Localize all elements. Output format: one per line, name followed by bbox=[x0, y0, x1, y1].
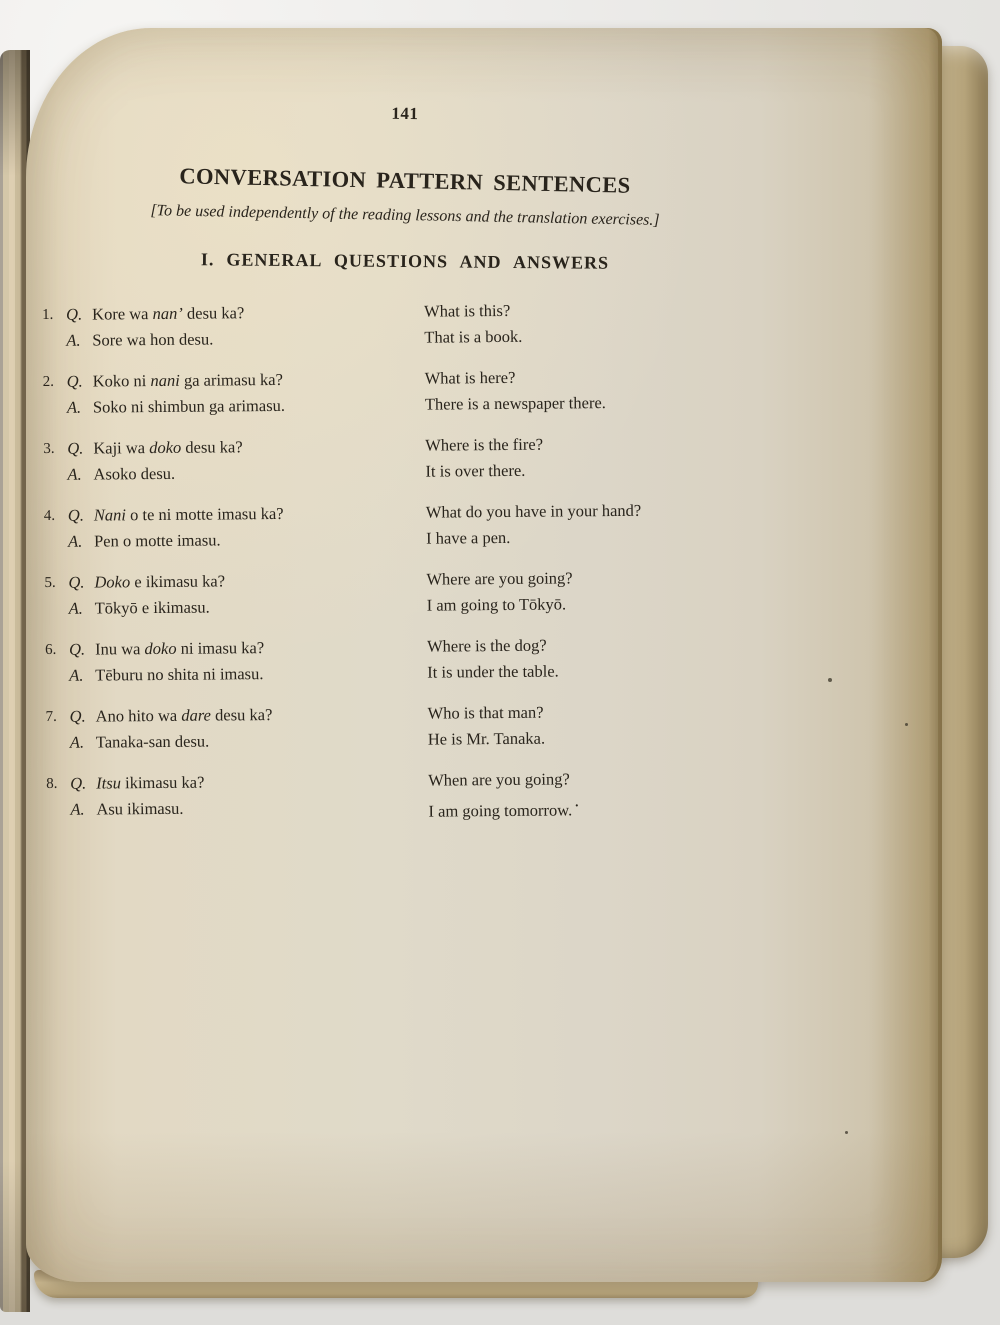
jp-text: Inu wa bbox=[94, 639, 145, 659]
answer-line bbox=[44, 523, 750, 555]
question-english: Where are you going? bbox=[426, 568, 573, 589]
jp-italic-word: Nani bbox=[93, 505, 127, 525]
answer-line bbox=[45, 590, 751, 622]
question-label: Q. bbox=[67, 438, 84, 458]
section-title: GENERAL QUESTIONS AND ANSWERS bbox=[226, 249, 610, 273]
answer-english: I have a pen. bbox=[425, 527, 511, 548]
answer-english: I am going to Tōkyō. bbox=[426, 594, 567, 615]
qa-pair bbox=[45, 631, 751, 689]
qa-list bbox=[42, 296, 753, 843]
question-label: Q. bbox=[68, 639, 86, 659]
question-japanese bbox=[94, 567, 426, 596]
footnote-mark: • bbox=[575, 800, 579, 811]
jp-italic-word: doko bbox=[144, 638, 177, 659]
answer-line bbox=[46, 791, 752, 828]
section-heading bbox=[56, 248, 754, 275]
jp-text: o te ni motte imasu ka? bbox=[125, 503, 284, 525]
question-english: What do you have in your hand? bbox=[425, 500, 642, 522]
jp-text: ni imasu ka? bbox=[176, 638, 265, 658]
answer-line bbox=[43, 456, 749, 488]
question-english: Where is the dog? bbox=[426, 635, 547, 656]
qa-pair bbox=[46, 765, 752, 828]
page-number: 141 bbox=[391, 103, 419, 124]
question-japanese bbox=[96, 768, 428, 797]
question-label: Q. bbox=[69, 706, 86, 726]
jp-italic-word: dare bbox=[181, 705, 212, 725]
dust-speck bbox=[828, 678, 832, 682]
qa-pair bbox=[42, 296, 748, 354]
answer-label: A. bbox=[66, 397, 82, 417]
question-label: Q. bbox=[66, 304, 83, 324]
question-english: What is this? bbox=[424, 300, 511, 321]
answer-label: A. bbox=[68, 531, 83, 551]
answer-line bbox=[46, 724, 752, 756]
answer-label: A. bbox=[67, 464, 82, 484]
answer-japanese: Tōkyō e ikimasu. bbox=[94, 597, 210, 618]
dust-speck bbox=[845, 1131, 848, 1134]
question-english: When are you going? bbox=[428, 769, 570, 790]
jp-italic-word: doko bbox=[149, 437, 182, 458]
answer-japanese: Tēburu no shita ni imasu. bbox=[95, 664, 264, 685]
jp-italic-word: nan’ bbox=[152, 303, 183, 324]
section-numeral: I. bbox=[200, 249, 215, 270]
item-number: 7. bbox=[45, 708, 57, 725]
question-english: Who is that man? bbox=[427, 702, 544, 723]
qa-pair bbox=[44, 564, 750, 622]
qa-pair bbox=[46, 698, 752, 756]
answer-english: There is a newspaper there. bbox=[424, 393, 606, 414]
answer-english: It is under the table. bbox=[427, 661, 559, 682]
item-number: 1. bbox=[42, 306, 54, 323]
jp-text: Kore wa bbox=[92, 304, 153, 324]
item-number: 4. bbox=[43, 507, 56, 524]
question-japanese bbox=[93, 433, 425, 462]
answer-line bbox=[43, 389, 749, 421]
qa-pair bbox=[43, 430, 749, 488]
question-japanese bbox=[95, 634, 427, 663]
question-english: What is here? bbox=[424, 367, 516, 388]
jp-text: ga arimasu ka? bbox=[179, 369, 283, 390]
answer-japanese: Asu ikimasu. bbox=[96, 798, 184, 819]
question-japanese bbox=[96, 701, 428, 730]
answer-japanese: Sore wa hon desu. bbox=[92, 329, 214, 350]
item-number: 3. bbox=[43, 440, 55, 457]
answer-english bbox=[428, 791, 752, 825]
jp-italic-word: Itsu bbox=[96, 773, 122, 793]
answer-english: He is Mr. Tanaka. bbox=[427, 728, 546, 749]
question-english: Where is the fire? bbox=[425, 434, 544, 455]
book-page bbox=[26, 28, 942, 1282]
question-label: Q. bbox=[67, 505, 84, 525]
qa-pair bbox=[43, 363, 749, 421]
dust-speck bbox=[905, 723, 908, 726]
answer-label: A. bbox=[69, 665, 84, 685]
answer-line bbox=[42, 322, 748, 354]
jp-text: desu ka? bbox=[210, 705, 273, 725]
question-label: Q. bbox=[66, 371, 83, 391]
jp-italic-word: nani bbox=[150, 370, 180, 391]
answer-label: A. bbox=[68, 598, 83, 618]
jp-text: e ikimasu ka? bbox=[130, 571, 226, 592]
answer-japanese: Soko ni shimbun ga arimasu. bbox=[92, 395, 286, 417]
jp-text: Koko ni bbox=[92, 371, 151, 391]
item-number: 6. bbox=[44, 641, 57, 658]
answer-english: It is over there. bbox=[425, 460, 526, 481]
jp-text: Kaji wa bbox=[93, 438, 150, 458]
jp-italic-word: Doko bbox=[94, 572, 131, 592]
question-japanese bbox=[93, 366, 425, 395]
jp-text: Ano hito wa bbox=[95, 705, 182, 726]
en-text: I am going tomorrow. bbox=[428, 800, 573, 821]
page-subtitle: [To be used independently of the reading lessons and the translation exercises.] bbox=[150, 202, 660, 229]
answer-english: That is a book. bbox=[424, 326, 523, 347]
answer-label: A. bbox=[70, 799, 85, 819]
jp-text: desu ka? bbox=[182, 303, 245, 323]
answer-line bbox=[45, 657, 751, 689]
question-japanese bbox=[92, 299, 424, 328]
jp-text: desu ka? bbox=[181, 437, 243, 457]
answer-japanese: Tanaka-san desu. bbox=[95, 731, 210, 752]
item-number: 2. bbox=[42, 373, 55, 390]
qa-pair bbox=[44, 497, 750, 555]
item-number: 5. bbox=[44, 574, 56, 591]
question-label: Q. bbox=[70, 773, 87, 793]
question-japanese bbox=[94, 500, 426, 529]
item-number: 8. bbox=[46, 775, 58, 792]
page-title: CONVERSATION PATTERN SENTENCES bbox=[179, 163, 631, 198]
answer-label: A. bbox=[66, 330, 81, 350]
jp-text: ikimasu ka? bbox=[120, 772, 205, 793]
answer-japanese: Asoko desu. bbox=[93, 463, 176, 484]
answer-japanese: Pen o motte imasu. bbox=[94, 530, 221, 551]
answer-label: A. bbox=[69, 732, 85, 752]
question-label: Q. bbox=[68, 572, 85, 592]
